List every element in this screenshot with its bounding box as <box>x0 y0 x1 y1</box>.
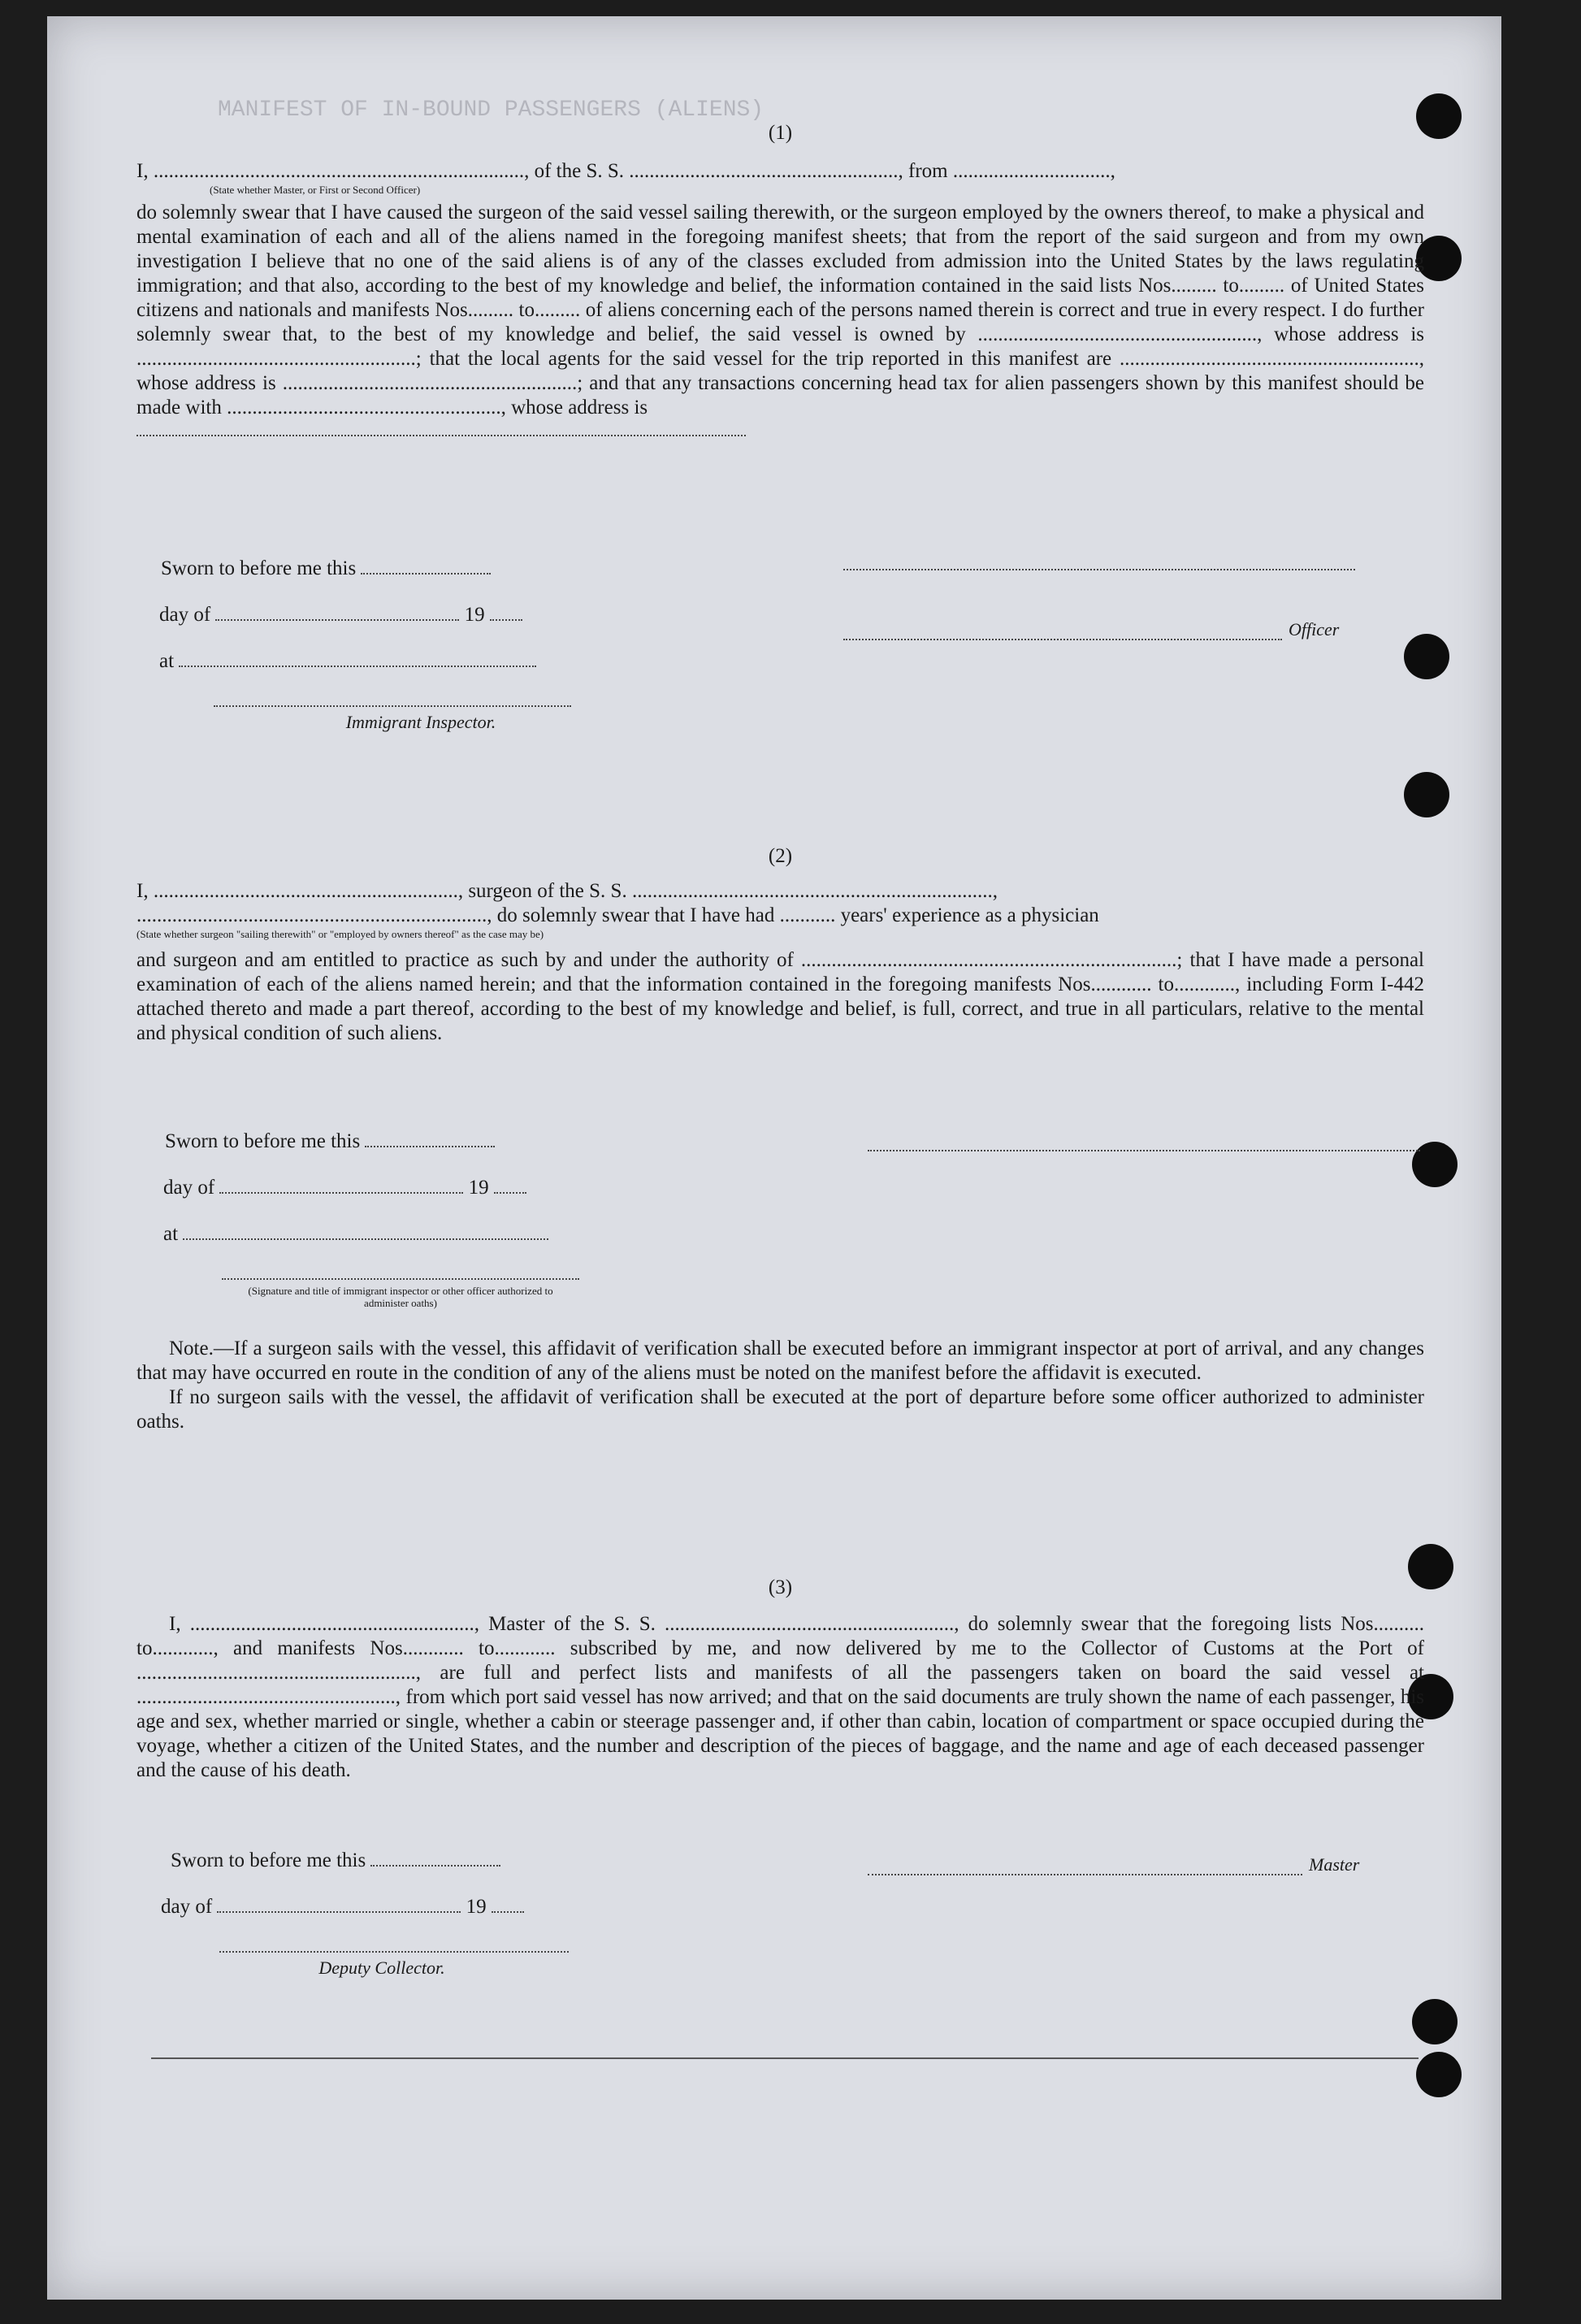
master-signature <box>868 1854 1420 1875</box>
officer-signature <box>843 569 1412 640</box>
section-3-sworn <box>161 1849 626 1979</box>
signature-line <box>222 1278 579 1280</box>
surgeon-signature-line <box>868 1150 1420 1151</box>
master-label: Master <box>1309 1854 1360 1875</box>
punch-hole <box>1404 634 1449 679</box>
day-line <box>163 1176 620 1199</box>
inspector-label: Immigrant Inspector. <box>345 712 496 732</box>
sworn-line <box>165 1129 620 1153</box>
note-1: Note.—If a surgeon sails with the vessel, this affidavit of verification shall be executed before an immigrant inspector at port of arrival, and any changes that may have occurred en route in the condition of any of the aliens must be noted on the manifest before the affidavit is executed. <box>136 1338 1424 1384</box>
section-number: (3) <box>768 1576 793 1598</box>
section-2-caption: (State whether surgeon "sailing therewith" or "employed by owners thereof" as the case may be) <box>136 928 544 940</box>
section-2-notes <box>136 1337 1424 1434</box>
section-1 <box>136 122 1424 436</box>
sworn-label: Sworn to before me this <box>165 1130 361 1152</box>
inspector-sig-line <box>214 705 571 707</box>
section-3-body: I, ........................................................, Master of the S. S. ........................................................., do solemnly swear that the foregoing lists Nos.......... to............, and manifests Nos............ to............ subscribed by me, and now delivered by me to the Collector of Customs at the Port of ......................................................., are full and perfect lists and manifests of all the passengers taken on board the said vessel at ..................................................., from which port said vessel has now arrived; and that on the said documents are truly shown the name of each passenger, his age and sex, whether married or single, whether a cabin or steerage passenger and, if other than cabin, location of compartment or space occupied during the voyage, whether a citizen of the United States, and the number and description of the pieces of baggage, and the name and age of each deceased passenger and the cause of his death. <box>136 1613 1424 1781</box>
sworn-line <box>171 1849 626 1872</box>
punch-hole <box>1404 772 1449 817</box>
section-number: (1) <box>768 122 793 144</box>
collector-sig-line <box>219 1951 569 1953</box>
punch-hole <box>1412 1142 1458 1187</box>
collector-label: Deputy Collector. <box>318 1958 445 1978</box>
section-number: (2) <box>768 845 793 867</box>
signature-caption: (Signature and title of immigrant inspector or other officer authorized to administer oaths) <box>248 1285 553 1309</box>
at-label: at <box>163 1223 179 1245</box>
bleed-through-title: MANIFEST OF IN-BOUND PASSENGERS (ALIENS) <box>218 98 765 123</box>
at-line <box>163 1222 620 1246</box>
officer-blank-1 <box>843 569 1355 570</box>
at-line <box>159 649 616 673</box>
at-label: at <box>159 650 175 672</box>
section-2-line1: I, ............................................................, surgeon of the S. S. ......................................................................., <box>136 880 998 902</box>
section-2 <box>136 845 1424 1046</box>
section-3 <box>136 1576 1424 1783</box>
bottom-rule <box>151 2057 1419 2059</box>
section-1-body: do solemnly swear that I have caused the surgeon of the said vessel sailing therewith, or the surgeon employed by the owners thereof, to make a physical and mental examination of each and all of the aliens named in the foregoing manifest sheets; that from the report of the said surgeon and from my own investigation I believe that no one of the said aliens is of any of the classes excluded from admission into the United States by the laws regulating immigration; and that also, according to the best of my knowledge and belief, the information contained in the said lists Nos......... to......... of United States citizens and nationals and manifests Nos......... to......... of aliens concerning each of the persons named therein is correct and true in every respect. I do further solemnly swear that, to the best of my knowledge and belief, the said vessel is owned by ......................................................., whose address is .......................................................; that the local agents for the said vessel for the trip reported in this manifest are ..........................................................., whose address is ..........................................................; and that any transactions concerning head tax for alien passengers shown by this manifest should be made with ......................................................, whose address is <box>136 202 1424 418</box>
section-2-body: and surgeon and am entitled to practice as such by and under the authority of ..........................................................................; that I have made a personal examination of each of the aliens named herein; and that the information contained in the foregoing manifests Nos............ to............, including Form I-442 attached thereto and made a part thereof, according to the best of my knowledge and belief, is full, correct, and true in all particulars, relative to the mental and physical condition of such aliens. <box>136 949 1424 1044</box>
section-1-rule <box>136 435 746 436</box>
punch-hole <box>1416 2052 1462 2097</box>
punch-hole <box>1412 1999 1458 2044</box>
section-2-line2: ....................................................................., do solemnly swear that I have had ........... years' experience as a physician <box>136 904 1099 926</box>
day-label: day of <box>163 1177 215 1199</box>
year-label: 19 <box>466 1896 487 1918</box>
day-label: day of <box>159 604 211 626</box>
sworn-label: Sworn to before me this <box>171 1849 366 1871</box>
day-line <box>159 603 616 627</box>
section-1-sworn <box>161 557 616 733</box>
year-label: 19 <box>468 1177 489 1199</box>
manifest-page <box>47 16 1501 2300</box>
year-label: 19 <box>464 604 485 626</box>
section-1-line1: I, ........................................................................., of the S. S. ....................................................., from ..............................., <box>136 160 1115 182</box>
section-1-caption: (State whether Master, or First or Second Officer) <box>210 184 421 196</box>
day-label: day of <box>161 1896 213 1918</box>
day-line <box>161 1895 626 1919</box>
sworn-label: Sworn to before me this <box>161 557 357 579</box>
officer-line <box>843 619 1412 640</box>
section-2-sworn <box>165 1129 620 1309</box>
officer-label: Officer <box>1289 619 1340 640</box>
note-2: If no surgeon sails with the vessel, the affidavit of verification shall be executed at the port of departure before some officer authorized to administer oaths. <box>136 1386 1424 1433</box>
sworn-line <box>161 557 616 580</box>
